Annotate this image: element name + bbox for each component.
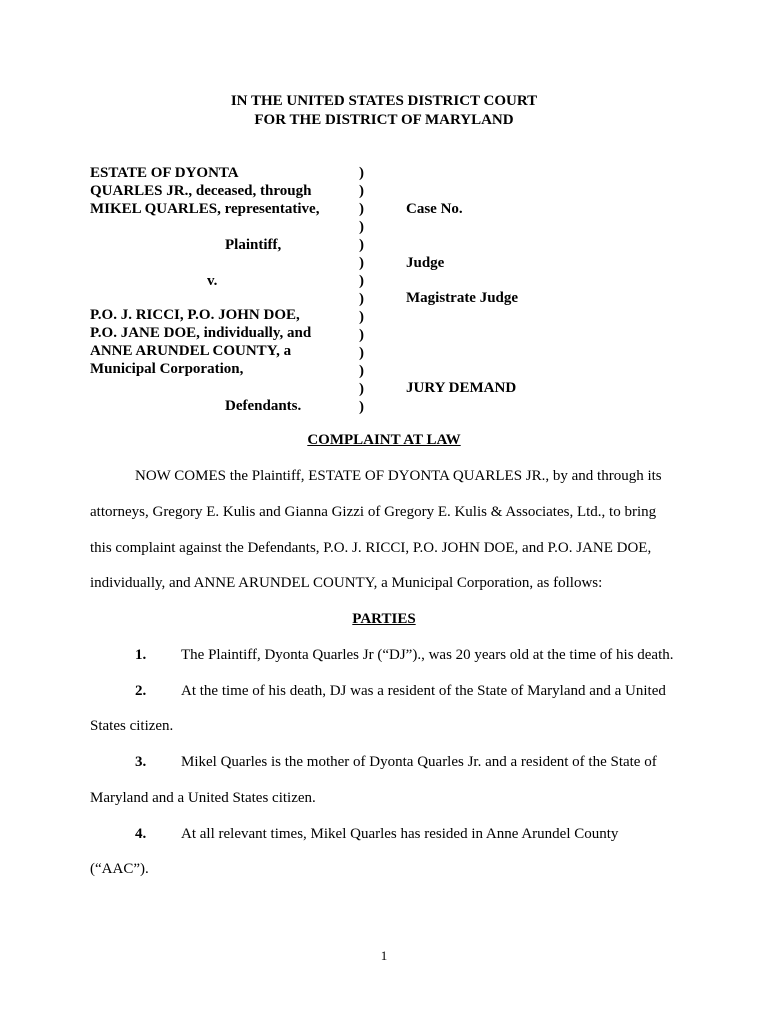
paragraph-number: 4. [135, 826, 147, 842]
court-district: FOR THE DISTRICT OF MARYLAND [254, 112, 514, 128]
paragraph-line: At the time of his death, DJ was a resident of the State of Maryland and a United [181, 683, 666, 699]
caption-paren: ) [359, 201, 364, 217]
paragraph-line: States citizen. [90, 718, 174, 734]
caption-defendant-line: P.O. J. RICCI, P.O. JOHN DOE, [90, 307, 300, 323]
paragraph-line: At all relevant times, Mikel Quarles has resided in Anne Arundel County [181, 826, 619, 842]
caption-paren: ) [359, 327, 364, 343]
intro-line: individually, and ANNE ARUNDEL COUNTY, a Municipal Corporation, as follows: [90, 575, 603, 591]
intro-line: NOW COMES the Plaintiff, ESTATE OF DYONTA QUARLES JR., by and through its [135, 468, 662, 484]
caption-defendant-label: Defendants. [225, 398, 302, 414]
paragraph-line: The Plaintiff, Dyonta Quarles Jr (“DJ”)., was 20 years old at the time of his death. [181, 647, 674, 663]
complaint-title: COMPLAINT AT LAW [307, 432, 461, 448]
paragraph-line: Mikel Quarles is the mother of Dyonta Quarles Jr. and a resident of the State of [181, 754, 657, 770]
magistrate-judge-label: Magistrate Judge [406, 290, 519, 306]
caption-plaintiff-line: MIKEL QUARLES, representative, [90, 201, 320, 217]
caption-paren: ) [359, 381, 364, 397]
caption-paren: ) [359, 237, 364, 253]
jury-demand-label: JURY DEMAND [406, 380, 517, 396]
case-number-label: Case No. [406, 201, 463, 217]
caption-defendant-line: P.O. JANE DOE, individually, and [90, 325, 312, 341]
caption-paren: ) [359, 291, 364, 307]
caption-versus: v. [207, 273, 218, 289]
caption-paren: ) [359, 255, 364, 271]
paragraph-number: 2. [135, 683, 147, 699]
intro-line: this complaint against the Defendants, P.O. J. RICCI, P.O. JOHN DOE, and P.O. JANE DOE, [90, 540, 652, 556]
caption-defendant-line: Municipal Corporation, [90, 361, 244, 377]
caption-plaintiff-line: QUARLES JR., deceased, through [90, 183, 312, 199]
caption-paren: ) [359, 165, 364, 181]
caption-defendant-line: ANNE ARUNDEL COUNTY, a [90, 343, 292, 359]
caption-paren: ) [359, 183, 364, 199]
intro-line: attorneys, Gregory E. Kulis and Gianna Gizzi of Gregory E. Kulis & Associates, Ltd., to bring [90, 504, 657, 520]
caption-paren: ) [359, 273, 364, 289]
paragraph-number: 3. [135, 754, 147, 770]
caption-plaintiff-line: ESTATE OF DYONTA [90, 165, 239, 181]
caption-paren: ) [359, 363, 364, 379]
caption-paren: ) [359, 345, 364, 361]
court-name: IN THE UNITED STATES DISTRICT COURT [230, 93, 538, 109]
judge-label: Judge [406, 255, 445, 271]
paragraph-line: (“AAC”). [90, 861, 149, 877]
page-number: 1 [380, 948, 388, 963]
paragraph-number: 1. [135, 647, 147, 663]
caption-paren: ) [359, 399, 364, 415]
caption-paren: ) [359, 309, 364, 325]
caption-plaintiff-label: Plaintiff, [225, 237, 282, 253]
caption-paren: ) [359, 219, 364, 235]
parties-heading: PARTIES [352, 611, 416, 627]
paragraph-line: Maryland and a United States citizen. [90, 790, 316, 806]
